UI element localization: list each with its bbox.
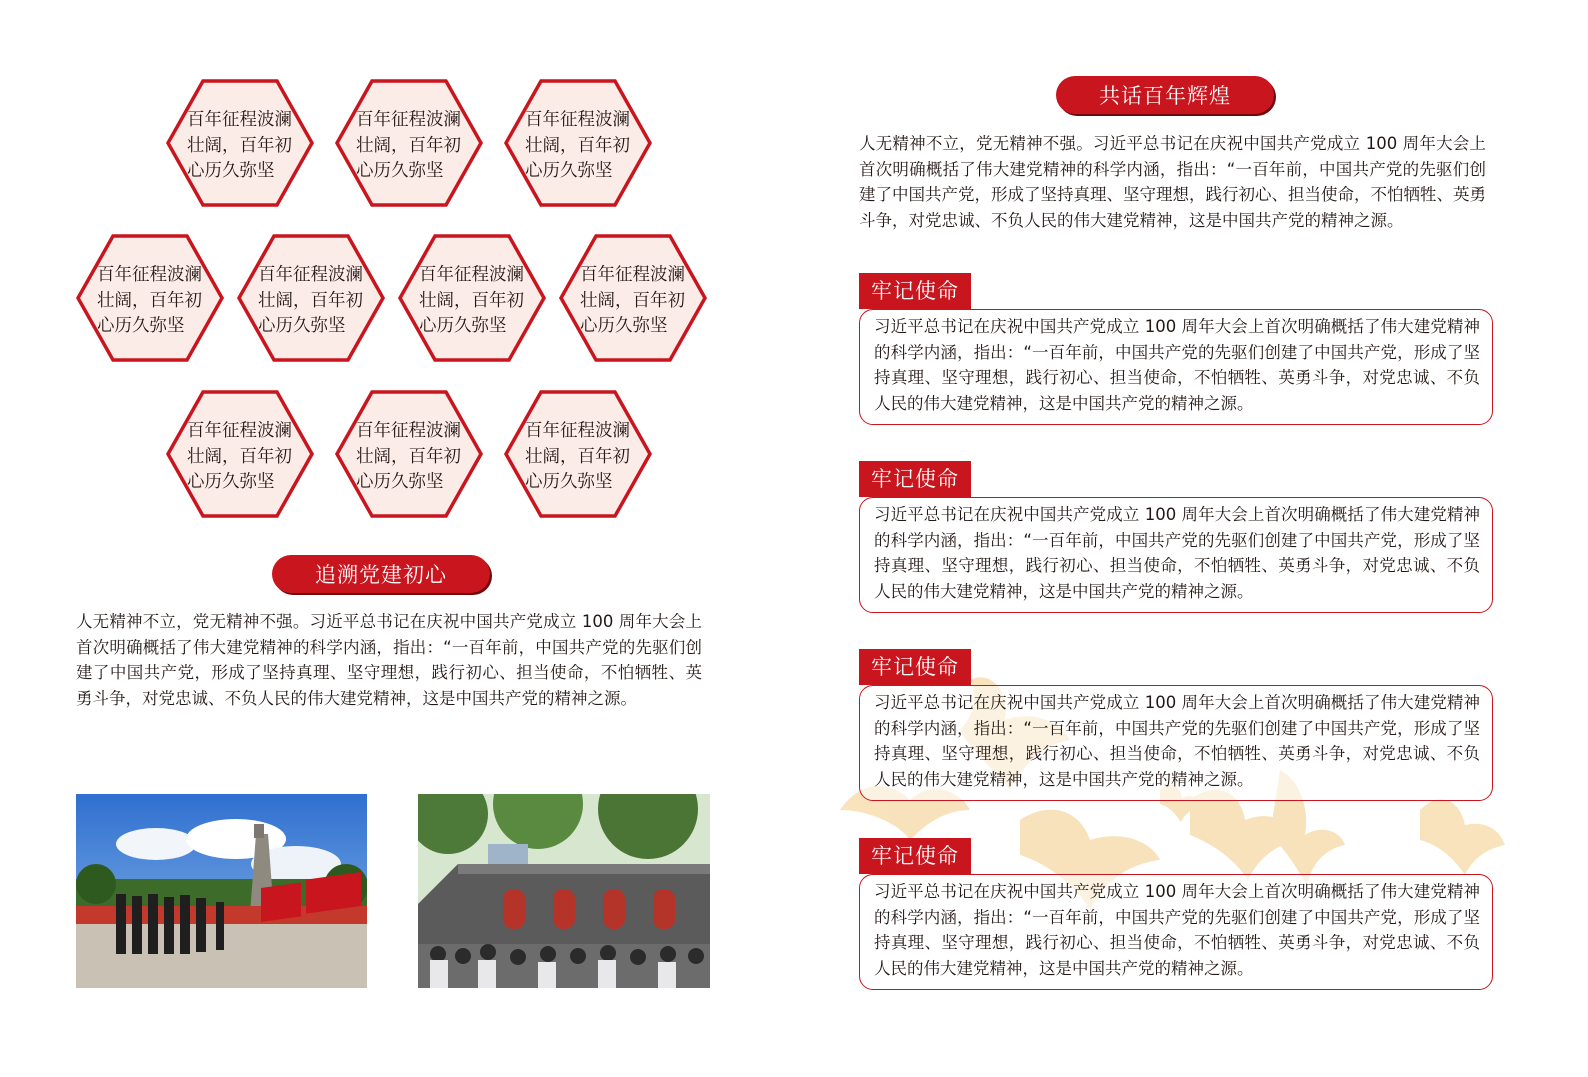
mission-card-text: 习近平总书记在庆祝中国共产党成立 100 周年大会上首次明确概括了伟大建党精神的科学内涵，指出：“一百年前，中国共产党的先驱们创建了中国共产党，形成了坚持真理、坚守理想，践行初心、担当使命，不怕牺牲、英勇斗争，对党忠诚、不负人民的伟大建党精神，这是中国共产党的精神之源。 (874, 882, 1480, 978)
mission-card (859, 838, 1493, 988)
hexagon-text: 百年征程波澜壮阔，百年初心历久弥坚 (187, 110, 292, 181)
mission-card (859, 649, 1493, 799)
memorial-building-photo (418, 794, 710, 988)
hexagon-tile (165, 78, 315, 208)
mission-card-tag: 牢记使命 (859, 461, 971, 497)
mission-card (859, 273, 1493, 423)
hexagon-tile (503, 389, 653, 519)
hexagon-text: 百年征程波澜壮阔，百年初心历久弥坚 (356, 110, 461, 181)
mission-card-text: 习近平总书记在庆祝中国共产党成立 100 周年大会上首次明确概括了伟大建党精神的科学内涵，指出：“一百年前，中国共产党的先驱们创建了中国共产党，形成了坚持真理、坚守理想，践行初心、担当使命，不怕牺牲、英勇斗争，对党忠诚、不负人民的伟大建党精神，这是中国共产党的精神之源。 (874, 317, 1480, 413)
left-section-heading: 追溯党建初心 (272, 555, 490, 593)
hexagon-text: 百年征程波澜壮阔，百年初心历久弥坚 (356, 421, 461, 492)
hexagon-text: 百年征程波澜壮阔，百年初心历久弥坚 (97, 265, 202, 336)
mission-card-body (859, 874, 1493, 990)
hexagon-text: 百年征程波澜壮阔，百年初心历久弥坚 (525, 110, 630, 181)
hexagon-tile (236, 233, 386, 363)
hexagon-grid (0, 0, 760, 540)
hexagon-tile (334, 78, 484, 208)
hexagon-tile (503, 78, 653, 208)
mission-card-tag: 牢记使命 (859, 838, 971, 874)
hexagon-text: 百年征程波澜壮阔，百年初心历久弥坚 (525, 421, 630, 492)
hexagon-text: 百年征程波澜壮阔，百年初心历久弥坚 (258, 265, 363, 336)
hexagon-tile (397, 233, 547, 363)
mission-card-body (859, 309, 1493, 425)
right-section-heading: 共话百年辉煌 (1056, 76, 1274, 114)
mission-card-text: 习近平总书记在庆祝中国共产党成立 100 周年大会上首次明确概括了伟大建党精神的科学内涵，指出：“一百年前，中国共产党的先驱们创建了中国共产党，形成了坚持真理、坚守理想，践行初心、担当使命，不怕牺牲、英勇斗争，对党忠诚、不负人民的伟大建党精神，这是中国共产党的精神之源。 (874, 693, 1480, 789)
mission-card-body (859, 685, 1493, 801)
mission-card-tag: 牢记使命 (859, 649, 971, 685)
hexagon-text: 百年征程波澜壮阔，百年初心历久弥坚 (187, 421, 292, 492)
mission-card-body (859, 497, 1493, 613)
hexagon-tile (558, 233, 708, 363)
hexagon-tile (334, 389, 484, 519)
hexagon-text: 百年征程波澜壮阔，百年初心历久弥坚 (419, 265, 524, 336)
hexagon-tile (75, 233, 225, 363)
mission-card-tag: 牢记使命 (859, 273, 971, 309)
mission-card-text: 习近平总书记在庆祝中国共产党成立 100 周年大会上首次明确概括了伟大建党精神的科学内涵，指出：“一百年前，中国共产党的先驱们创建了中国共产党，形成了坚持真理、坚守理想，践行初心、担当使命，不怕牺牲、英勇斗争，对党忠诚、不负人民的伟大建党精神，这是中国共产党的精神之源。 (874, 505, 1480, 601)
left-paragraph: 人无精神不立，党无精神不强。习近平总书记在庆祝中国共产党成立 100 周年大会上首次明确概括了伟大建党精神的科学内涵，指出：“一百年前，中国共产党的先驱们创建了中国共产党，形成了坚持真理、坚守理想，践行初心、担当使命，不怕牺牲、英勇斗争，对党忠诚、不负人民的伟大建党精神，这是中国共产党的精神之源。 (76, 612, 702, 708)
hexagon-text: 百年征程波澜壮阔，百年初心历久弥坚 (580, 265, 685, 336)
hexagon-tile (165, 389, 315, 519)
mission-card (859, 461, 1493, 611)
right-paragraph: 人无精神不立，党无精神不强。习近平总书记在庆祝中国共产党成立 100 周年大会上首次明确概括了伟大建党精神的科学内涵，指出：“一百年前，中国共产党的先驱们创建了中国共产党，形成了坚持真理、坚守理想，践行初心、担当使命，不怕牺牲、英勇斗争，对党忠诚、不负人民的伟大建党精神，这是中国共产党的精神之源。 (859, 134, 1486, 230)
memorial-square-photo (76, 794, 367, 988)
